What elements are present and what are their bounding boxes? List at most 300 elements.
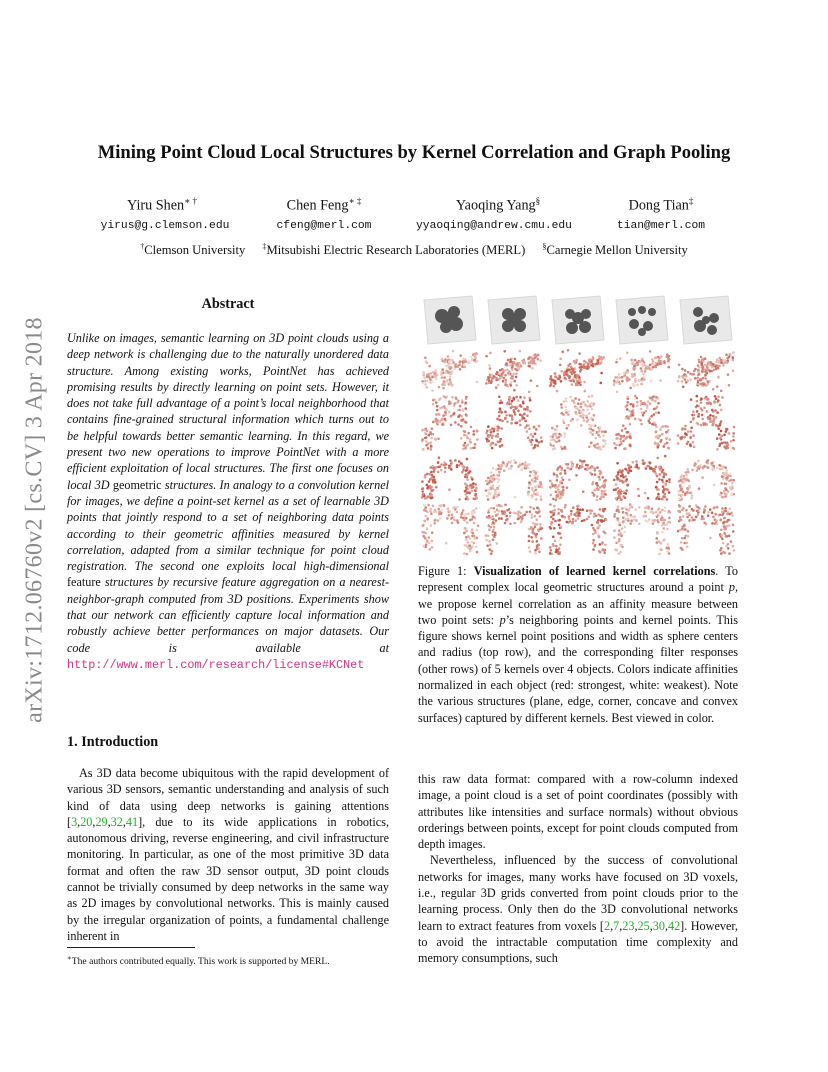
response-point [663,360,666,363]
response-point [463,430,466,433]
response-point [567,349,570,352]
response-point [426,473,429,476]
response-point [629,436,632,439]
response-point [564,469,567,472]
response-point [730,479,733,482]
response-point [492,521,495,524]
affiliations [0,242,828,258]
response-point [566,374,569,377]
response-point [528,481,531,484]
response-point [682,515,685,518]
response-point [449,375,452,378]
response-point [732,435,735,438]
response-point [651,511,654,514]
citation-link[interactable]: 25 [637,918,650,933]
citation-link[interactable]: 42 [667,918,681,933]
response-point [618,494,621,497]
response-point [636,401,639,404]
response-point [589,512,592,515]
response-point [433,470,436,473]
response-point [727,543,730,546]
response-point [575,359,578,362]
author-email[interactable]: yyaoqing@andrew.cmu.edu [416,220,572,232]
response-point [568,410,571,413]
response-point [600,520,603,523]
response-point [650,468,653,471]
response-point [497,384,500,387]
response-point [424,437,427,440]
response-point [692,509,695,512]
response-point [425,541,428,544]
response-point [487,377,490,380]
response-point [600,496,603,499]
response-point [512,409,515,412]
response-point [471,478,474,481]
response-point [473,497,476,500]
response-point [650,380,653,383]
response-point [448,465,451,468]
response-point [465,517,468,520]
response-point [494,533,497,536]
response-point [535,474,538,477]
response-point [504,374,507,377]
response-point [450,461,453,464]
response-point [627,401,630,404]
response-point [679,516,682,519]
response-point [503,377,506,380]
response-point [618,383,621,386]
response-point [441,423,444,426]
response-point [590,360,593,363]
response-point [444,372,447,375]
response-point [549,480,552,483]
response-point [426,375,429,378]
response-point [429,442,432,445]
response-point [620,551,623,554]
response-point [654,423,657,426]
response-point [446,517,449,520]
response-point [640,403,643,406]
response-point [696,410,699,413]
response-point [658,478,661,481]
response-point [713,484,716,487]
response-point [529,506,532,509]
response-point [492,539,495,542]
response-point [716,523,719,526]
response-point [500,427,503,430]
response-point [487,511,490,514]
response-point [462,465,465,468]
response-point [453,403,456,406]
response-point [576,464,579,467]
response-point [562,486,565,489]
response-point [432,421,435,424]
response-point [651,423,654,426]
response-point [732,530,735,533]
response-point [588,446,591,449]
response-point [474,494,477,497]
response-point [687,471,690,474]
response-point [686,491,689,494]
response-point [528,365,531,368]
response-point [618,533,621,536]
response-point [564,378,567,381]
response-point [659,434,662,437]
response-point [580,406,583,409]
citation-link[interactable]: 3 [71,814,78,829]
response-point [454,459,457,462]
kernel-point [693,307,703,317]
response-point [511,417,514,420]
response-point [658,465,661,468]
author-name: Chen Feng∗ ‡ [286,196,362,214]
response-point [692,434,695,437]
response-point [563,400,566,403]
code-link[interactable]: http://www.merl.com/research/license#KCNet [67,657,365,672]
response-point [688,505,691,508]
response-point [474,490,477,493]
response-point [597,526,600,529]
response-point [691,469,694,472]
response-point [700,356,703,359]
response-point [625,417,628,420]
response-point [591,465,594,468]
response-point [601,430,604,433]
response-point [700,424,703,427]
response-point [558,519,561,522]
response-point [502,371,505,374]
kernel-point [514,320,526,332]
response-point [423,504,426,507]
response-point [692,410,695,413]
response-point [469,441,472,444]
response-point [662,445,665,448]
response-point [473,535,476,538]
response-point [602,510,605,513]
response-point [552,518,555,521]
response-point [728,535,731,538]
response-point [624,526,627,529]
response-point [669,438,672,441]
response-point [638,380,641,383]
response-point [631,362,634,365]
response-point [684,428,687,431]
response-point [485,432,488,435]
response-point [719,423,722,426]
response-point [523,408,526,411]
response-point [451,522,454,525]
response-point [658,553,661,556]
response-point [588,427,591,430]
response-point [661,433,664,436]
response-point [567,364,570,367]
response-point [592,539,595,542]
response-point [476,551,479,554]
response-point [534,353,537,356]
response-point [701,369,704,372]
response-point [529,510,532,513]
response-point [532,470,535,473]
response-point [630,359,633,362]
response-point [432,505,435,508]
response-point [570,371,573,374]
response-point [631,376,634,379]
response-point [597,447,600,450]
response-point [598,536,601,539]
response-point [462,448,465,451]
response-point [431,531,434,534]
response-point [625,468,628,471]
response-point [697,460,700,463]
response-point [521,414,524,417]
response-point [570,380,573,383]
response-point [528,535,531,538]
response-point [629,403,632,406]
response-point [422,487,425,490]
response-point [552,485,555,488]
response-point [722,364,725,367]
response-point [640,400,643,403]
response-point [511,368,514,371]
citation-link[interactable]: 32 [110,814,123,829]
response-point [424,357,427,360]
response-point [488,540,491,543]
response-point [459,354,462,357]
response-point [505,414,508,417]
response-point [564,516,567,519]
author-email[interactable]: cfeng@merl.com [276,220,372,232]
response-point [661,498,664,501]
response-point [583,519,586,522]
response-point [498,426,501,429]
response-point [626,396,629,399]
response-point [625,518,628,521]
response-point [589,431,592,434]
author-email[interactable]: yirus@g.clemson.edu [100,220,230,232]
response-point [689,486,692,489]
response-point [584,404,587,407]
response-point [510,360,513,363]
response-point [517,399,520,402]
response-point [438,386,441,389]
response-point [590,442,593,445]
response-point [464,482,467,485]
response-point [571,383,574,386]
response-point [729,353,732,356]
response-point [712,388,715,391]
response-point [624,437,627,440]
response-point [490,526,493,529]
response-point [697,413,700,416]
response-point [733,549,736,552]
response-point [560,537,563,540]
citation-link[interactable]: 20 [80,814,93,829]
citation-link[interactable]: 23 [622,918,635,933]
response-point [423,531,426,534]
response-point [513,522,516,525]
response-point [432,489,435,492]
response-point [596,488,599,491]
response-point [528,463,531,466]
response-point [565,411,568,414]
citation-link[interactable]: 30 [652,918,665,933]
response-point [603,552,606,555]
response-point [666,498,669,501]
response-point [621,507,624,510]
abstract-heading: Abstract [201,296,255,312]
response-point [553,512,556,515]
response-point [447,355,450,358]
response-point [699,383,702,386]
response-point [556,476,559,479]
response-point [558,439,561,442]
response-point [530,379,533,382]
response-point [444,466,447,469]
response-point [523,413,526,416]
response-point [599,426,602,429]
response-point [677,442,680,445]
response-point [537,444,540,447]
response-point [531,444,534,447]
response-point [638,506,641,509]
response-point [716,411,719,414]
response-point [498,478,501,481]
response-point [486,440,489,443]
response-point [596,495,599,498]
response-point [709,537,712,540]
response-point [716,358,719,361]
response-point [717,395,720,398]
citation-link[interactable]: 2 [604,918,611,933]
response-point [592,356,595,359]
response-point [578,363,581,366]
response-point [514,368,517,371]
response-point [506,420,509,423]
response-point [702,377,705,380]
response-point [648,418,651,421]
response-point [587,363,590,366]
response-point [732,432,735,435]
response-point [588,424,591,427]
response-point [662,495,665,498]
response-point [430,524,433,527]
response-point [614,548,617,551]
response-point [550,494,553,497]
response-point [476,438,479,441]
response-point [565,424,568,427]
response-point [718,365,721,368]
response-point [463,552,466,555]
response-point [729,473,732,476]
response-point [431,389,434,392]
response-point [599,362,602,365]
response-point [650,415,653,418]
response-point [732,545,735,548]
response-point [687,371,690,374]
response-point [680,541,683,544]
response-point [509,523,512,526]
response-point [681,368,684,371]
response-point [602,548,605,551]
response-point [655,436,658,439]
response-point [565,397,568,400]
response-point [640,383,643,386]
response-point [599,382,602,385]
response-point [485,355,488,358]
response-point [724,510,727,513]
response-point [517,368,520,371]
response-point [651,362,654,365]
response-point [697,513,700,516]
response-point [686,443,689,446]
citation-link[interactable]: 41 [125,814,139,829]
response-point [619,489,622,492]
response-point [655,486,658,489]
response-point [451,359,454,362]
response-point [540,537,543,540]
response-point [504,417,507,420]
response-point [502,380,505,383]
response-point [511,400,514,403]
response-point [626,431,629,434]
response-point [662,491,665,494]
response-point [564,506,567,509]
response-point [554,540,557,543]
response-point [707,402,710,405]
response-point [723,472,726,475]
response-point [570,513,573,516]
response-point [437,508,440,511]
response-point [438,456,441,459]
response-point [536,358,539,361]
response-point [724,466,727,469]
response-point [711,462,714,465]
response-point [604,490,607,493]
response-point [446,396,449,399]
response-point [448,514,451,517]
response-point [709,508,712,511]
response-point [636,463,639,466]
paper-title: Mining Point Cloud Local Structures by Kernel Correlation and Graph Pooling [97,142,731,163]
response-point [726,525,729,528]
response-point [540,498,543,501]
response-point [666,425,669,428]
response-point [604,493,607,496]
response-point [539,528,542,531]
response-point [684,369,687,372]
response-point [627,371,630,374]
response-point [725,489,728,492]
response-point [520,521,523,524]
response-point [552,445,555,448]
response-point [571,368,574,371]
response-point [466,521,469,524]
response-point [594,431,597,434]
response-point [437,438,440,441]
response-point [668,491,671,494]
response-point [461,365,464,368]
response-point [626,478,629,481]
citation-link[interactable]: 29 [95,814,108,829]
citation-link[interactable]: 7 [613,918,620,933]
response-point [589,358,592,361]
response-point [424,476,427,479]
author-email[interactable]: tian@merl.com [616,220,706,232]
response-point [535,428,538,431]
response-point [678,364,681,367]
response-point [707,361,710,364]
response-point [469,537,472,540]
